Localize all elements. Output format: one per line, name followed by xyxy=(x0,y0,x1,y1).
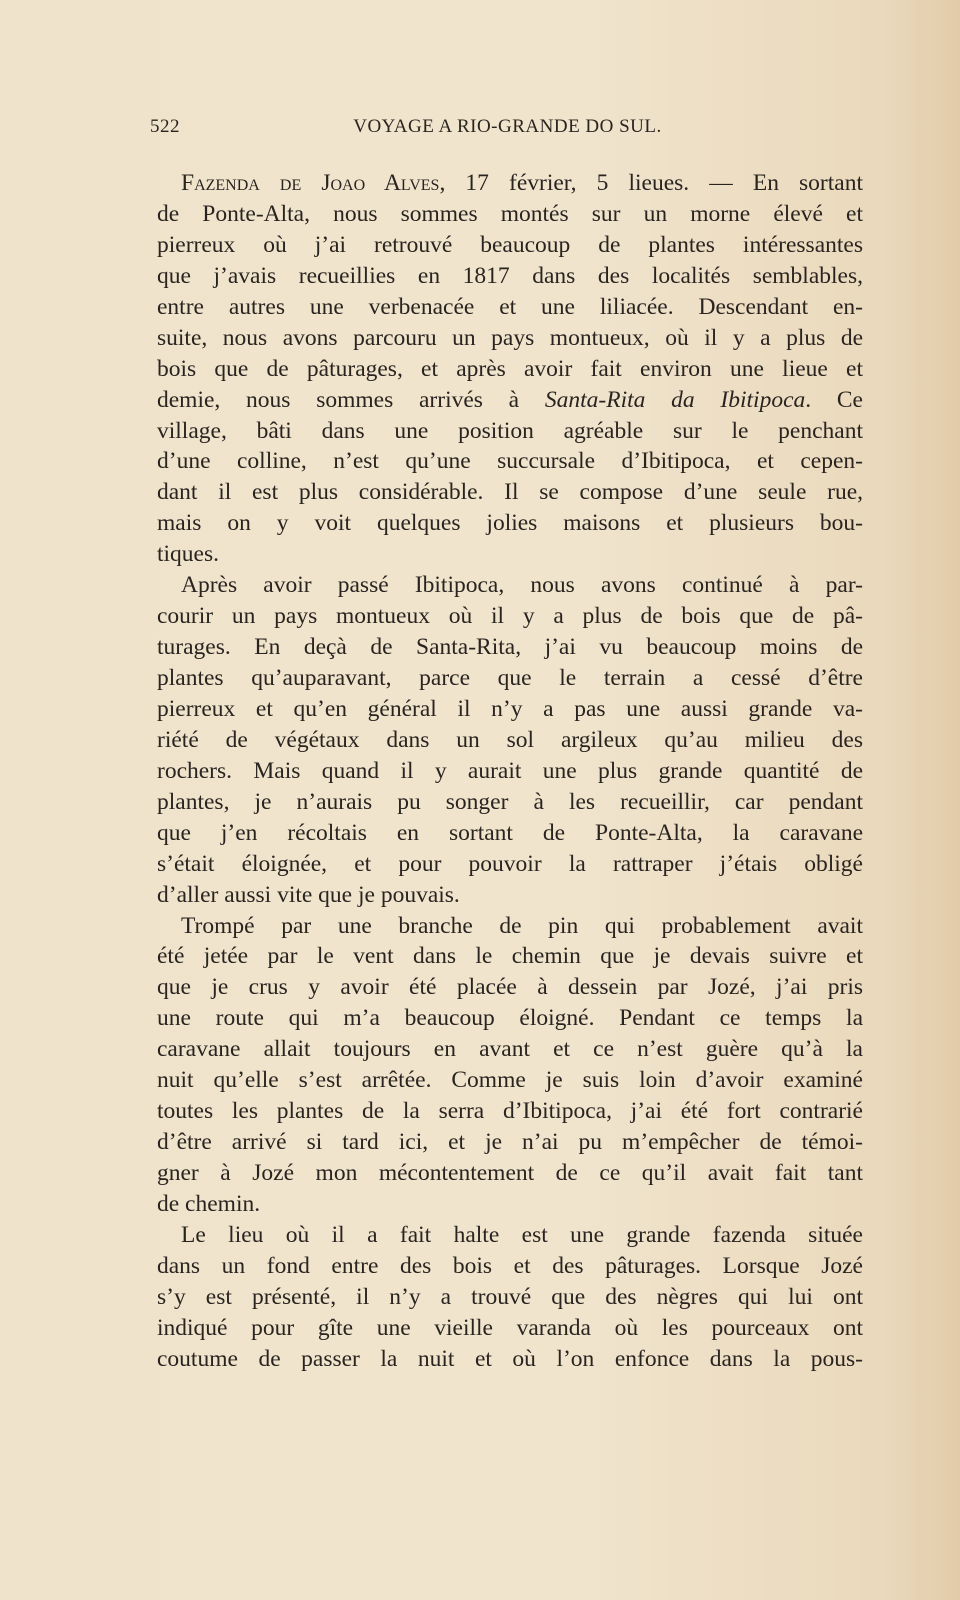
text-segment: que j’en récoltais en sortant de Ponte-Alta, la caravane xyxy=(157,819,863,846)
text-segment: gner à Jozé mon mécontentement de ce qu’il avait fait tant xyxy=(157,1160,863,1186)
text-segment: pierreux où j’ai retrouvé beaucoup de plantes intéressantes xyxy=(157,231,863,258)
text-line xyxy=(157,601,863,632)
text-segment: dant il est plus considérable. Il se compose d’une seule rue, xyxy=(157,479,863,506)
text-line xyxy=(157,416,863,447)
text-segment: village, bâti dans une position agréable sur le penchant xyxy=(157,417,863,444)
text-segment: bois que de pâturages, et après avoir fait environ une lieue et xyxy=(157,355,863,382)
text-line xyxy=(157,632,863,663)
text-line xyxy=(157,1189,863,1220)
text-line xyxy=(157,1096,863,1127)
text-segment: suite, nous avons parcouru un pays montueux, où il y a plus de xyxy=(157,324,863,351)
text-line xyxy=(157,570,863,601)
text-segment: nuit qu’elle s’est arrêtée. Comme je suis loin d’avoir examiné xyxy=(157,1067,863,1094)
text-line xyxy=(157,477,863,508)
text-line xyxy=(157,354,863,385)
text-line xyxy=(157,756,863,787)
text-segment: caravane allait toujours en avant et ce n’est guère qu’à la xyxy=(157,1036,863,1063)
text-line xyxy=(157,292,863,323)
text-line xyxy=(157,880,863,911)
text-line xyxy=(157,230,863,261)
text-segment: que j’avais recueillies en 1817 dans des localités semblables, xyxy=(157,262,863,289)
text-segment: Après avoir passé Ibitipoca, nous avons continué à par- xyxy=(181,572,863,599)
text-segment: été jetée par le vent dans le chemin que je devais suivre et xyxy=(157,943,863,970)
text-line xyxy=(157,168,863,199)
text-line xyxy=(157,385,863,416)
text-segment: dans un fond entre des bois et des pâturages. Lorsque Jozé xyxy=(157,1252,863,1279)
text-line xyxy=(157,1158,863,1189)
place-name-italic: Santa-Rita da Ibitipoca xyxy=(544,386,806,413)
text-segment: indiqué pour gîte une vieille varanda où les pourceaux ont xyxy=(157,1314,863,1341)
text-segment: pierreux et qu’en général il n’y a pas une aussi grande va- xyxy=(157,695,863,722)
text-segment: d’être arrivé si tard ici, et je n’ai pu m’empêcher de témoi- xyxy=(157,1129,863,1156)
text-line xyxy=(157,323,863,354)
text-line xyxy=(157,1065,863,1096)
text-segment: riété de végétaux dans un sol argileux qu’au milieu des xyxy=(157,726,863,753)
text-segment: . Ce xyxy=(805,386,863,413)
page-body xyxy=(157,168,863,1375)
paragraph xyxy=(157,570,863,910)
text-segment: , 17 février, 5 lieues. — En sortant xyxy=(439,170,863,196)
text-line xyxy=(157,818,863,849)
text-segment: de Ponte-Alta, nous sommes montés sur un morne élevé et xyxy=(157,200,863,227)
text-segment: d’une colline, n’est qu’une succursale d’Ibitipoca, et cepen- xyxy=(157,448,863,475)
page-number: 522 xyxy=(150,116,180,137)
running-title: VOYAGE A RIO-GRANDE DO SUL. xyxy=(353,116,662,137)
text-line xyxy=(157,694,863,725)
text-segment: Trompé par une branche de pin qui probablement avait xyxy=(181,912,863,939)
text-line xyxy=(157,508,863,539)
text-line xyxy=(157,199,863,230)
text-segment: que je crus y avoir été placée à dessein par Jozé, j’ai pris xyxy=(157,974,863,1001)
text-segment: d’aller aussi vite que je pouvais. xyxy=(157,881,460,908)
text-segment: s’y est présenté, il n’y a trouvé que des nègres qui lui ont xyxy=(157,1283,863,1310)
paragraph xyxy=(157,911,863,1220)
text-line xyxy=(157,1344,863,1375)
text-segment: tiques. xyxy=(157,541,220,568)
text-line xyxy=(157,1034,863,1065)
text-line xyxy=(157,261,863,292)
text-line xyxy=(157,663,863,694)
text-segment: une route qui m’a beaucoup éloigné. Pendant ce temps la xyxy=(157,1005,863,1032)
text-segment: de chemin. xyxy=(157,1190,261,1217)
text-line xyxy=(157,539,863,570)
text-segment: toutes les plantes de la serra d’Ibitipoca, j’ai été fort contrarié xyxy=(157,1098,863,1125)
text-line xyxy=(157,911,863,942)
text-line xyxy=(157,1220,863,1251)
text-segment: demie, nous sommes arrivés à xyxy=(157,386,545,413)
text-line xyxy=(157,1003,863,1034)
text-line xyxy=(157,849,863,880)
text-line xyxy=(157,725,863,756)
text-line xyxy=(157,972,863,1003)
text-line xyxy=(157,446,863,477)
text-segment: s’était éloignée, et pour pouvoir la rattraper j’étais obligé xyxy=(157,850,863,877)
text-line xyxy=(157,941,863,972)
paragraph xyxy=(157,168,863,570)
text-line xyxy=(157,787,863,818)
running-header xyxy=(150,116,865,144)
text-line xyxy=(157,1251,863,1282)
paragraph xyxy=(157,1220,863,1375)
text-line xyxy=(157,1313,863,1344)
text-segment: courir un pays montueux où il y a plus de bois que de pâ- xyxy=(157,603,863,630)
text-segment: plantes qu’auparavant, parce que le terrain a cessé d’être xyxy=(157,665,863,691)
text-segment: coutume de passer la nuit et où l’on enfonce dans la pous- xyxy=(157,1345,863,1372)
text-line xyxy=(157,1282,863,1313)
text-line xyxy=(157,1127,863,1158)
text-segment: entre autres une verbenacée et une liliacée. Descendant en- xyxy=(157,293,863,320)
text-segment: turages. En deçà de Santa-Rita, j’ai vu beaucoup moins de xyxy=(157,634,863,661)
text-segment: rochers. Mais quand il y aurait une plus grande quantité de xyxy=(157,757,863,784)
section-heading: Fazenda de Joao Alves xyxy=(181,170,440,196)
text-segment: Le lieu où il a fait halte est une grande fazenda située xyxy=(181,1221,863,1248)
text-segment: plantes, je n’aurais pu songer à les recueillir, car pendant xyxy=(157,788,863,815)
text-segment: mais on y voit quelques jolies maisons et plusieurs bou- xyxy=(157,510,863,537)
